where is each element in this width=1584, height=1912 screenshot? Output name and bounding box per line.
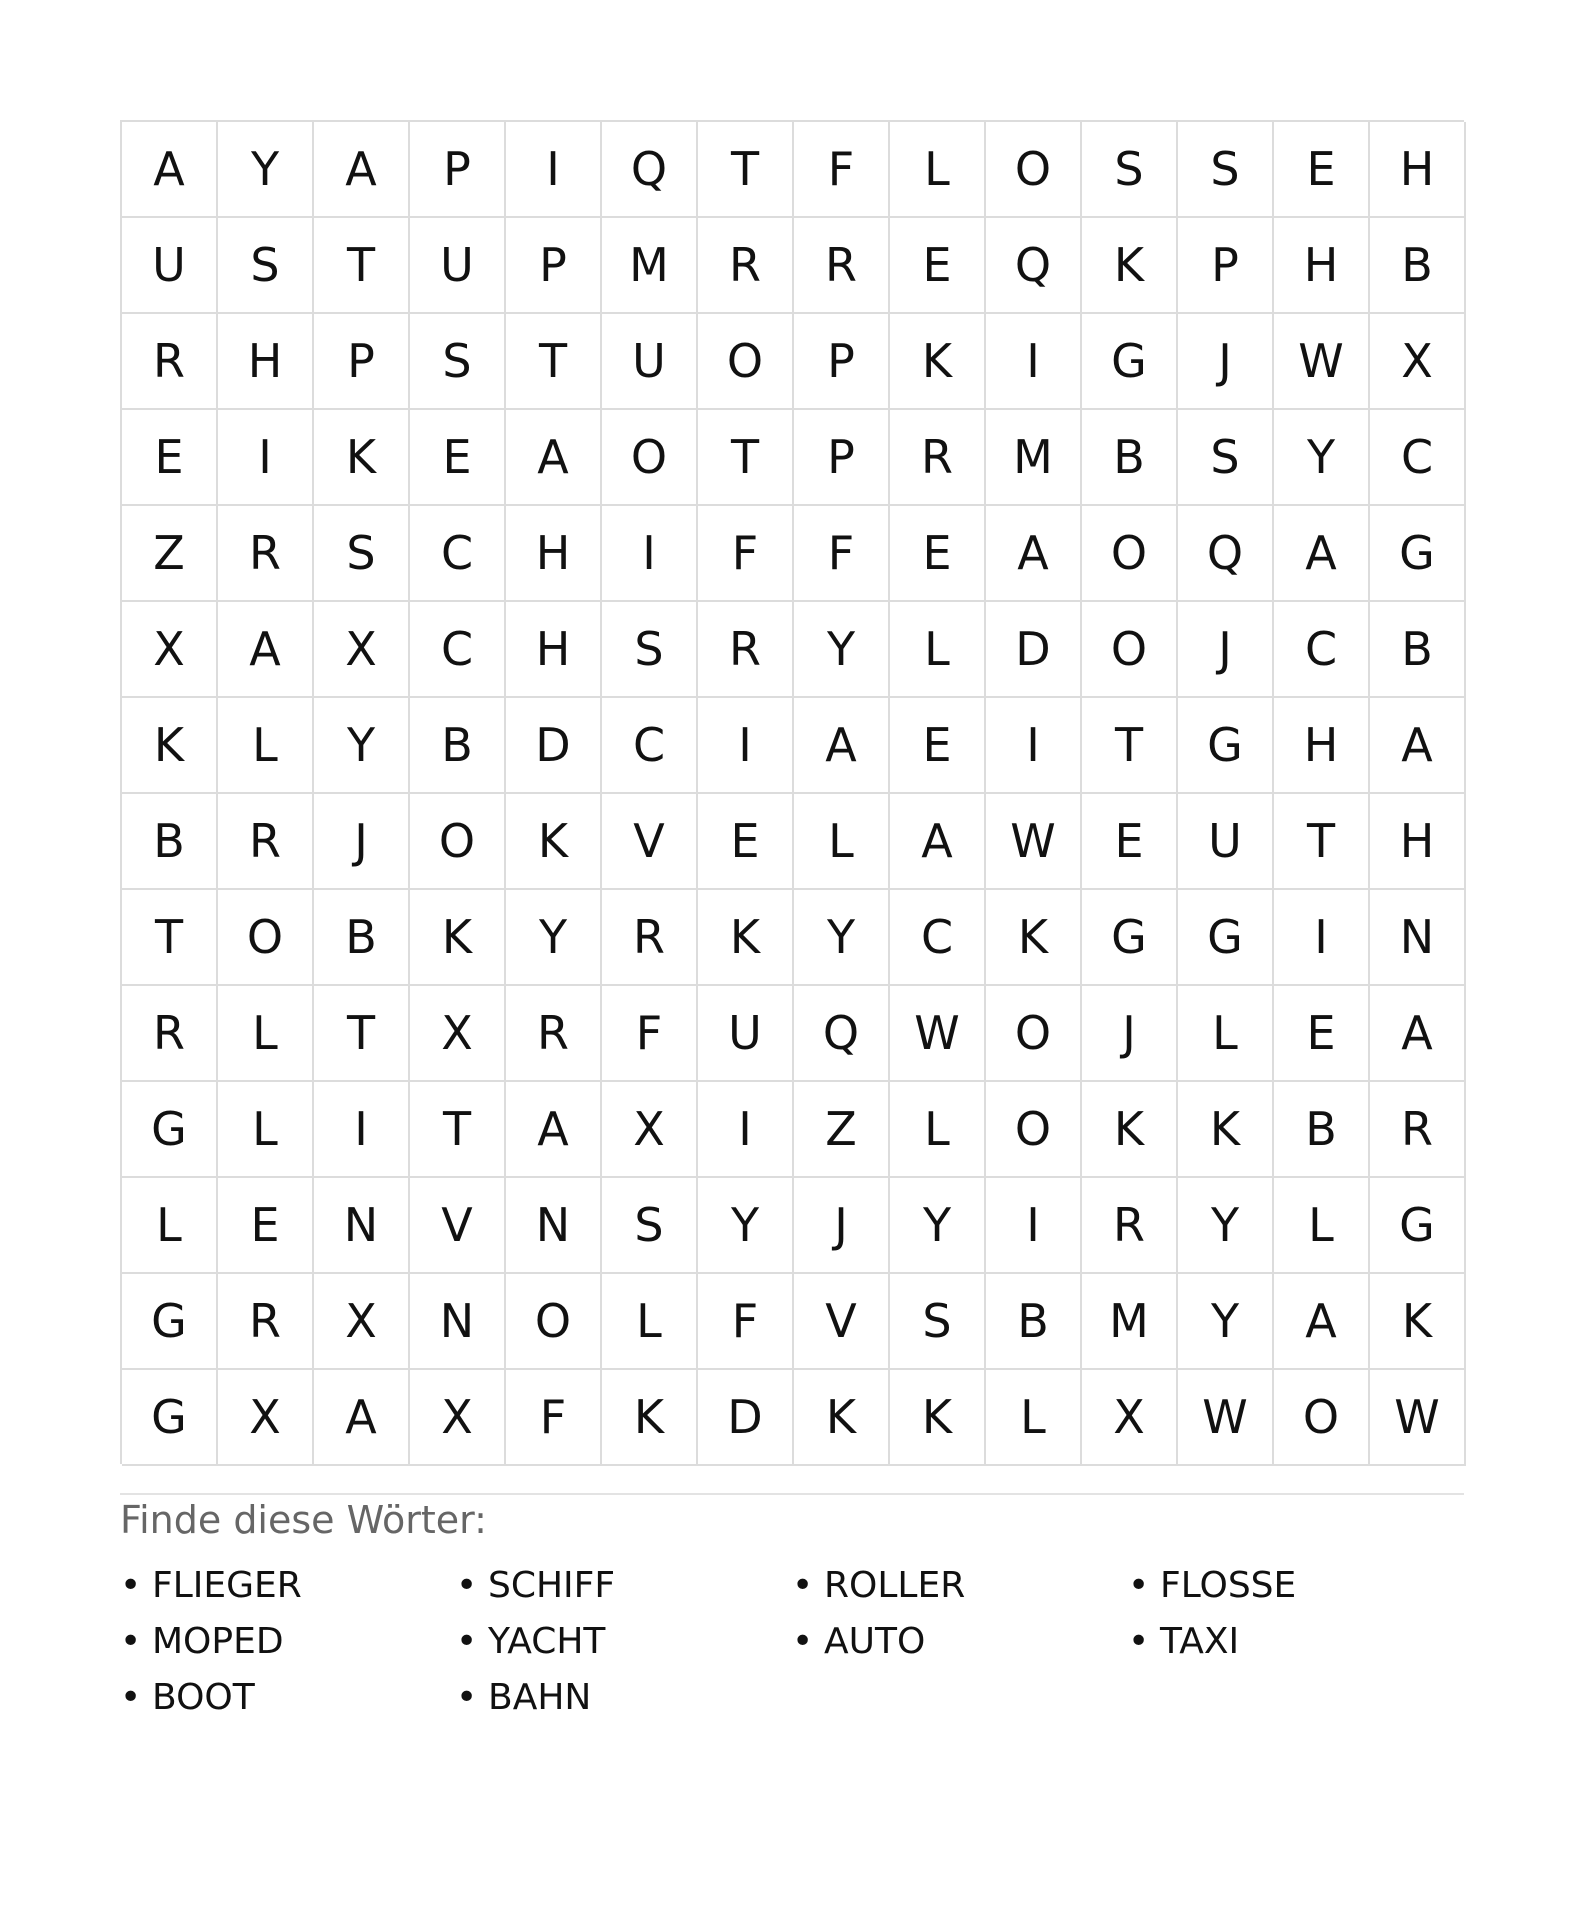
grid-cell[interactable]: A [218, 602, 314, 698]
grid-cell[interactable]: X [122, 602, 218, 698]
grid-cell[interactable]: I [698, 1082, 794, 1178]
grid-cell[interactable]: Y [1274, 410, 1370, 506]
grid-cell[interactable]: F [506, 1370, 602, 1466]
grid-cell[interactable]: Y [218, 122, 314, 218]
grid-cell[interactable]: A [1370, 698, 1466, 794]
grid-cell[interactable]: L [218, 698, 314, 794]
grid-cell[interactable]: O [506, 1274, 602, 1370]
grid-cell[interactable]: E [1274, 986, 1370, 1082]
grid-cell[interactable]: C [1370, 410, 1466, 506]
bullet-icon: • [456, 1621, 478, 1662]
grid-cell[interactable]: C [890, 890, 986, 986]
grid-cell[interactable]: N [1370, 890, 1466, 986]
word-list [120, 1558, 1464, 1726]
grid-cell[interactable]: J [314, 794, 410, 890]
word-list-item [1128, 1614, 1464, 1670]
word-list-item [456, 1670, 792, 1726]
grid-cell[interactable]: A [122, 122, 218, 218]
grid-cell[interactable]: L [986, 1370, 1082, 1466]
grid-cell[interactable]: Q [1178, 506, 1274, 602]
grid-cell[interactable]: P [794, 314, 890, 410]
grid-cell[interactable]: J [794, 1178, 890, 1274]
grid-cell[interactable]: B [1082, 410, 1178, 506]
grid-cell[interactable]: X [314, 1274, 410, 1370]
grid-cell[interactable]: T [314, 218, 410, 314]
grid-cell[interactable]: B [410, 698, 506, 794]
word-label: YACHT [488, 1621, 606, 1662]
grid-cell[interactable]: E [1274, 122, 1370, 218]
grid-cell[interactable]: R [602, 890, 698, 986]
grid-cell[interactable]: T [1274, 794, 1370, 890]
grid-cell[interactable]: T [506, 314, 602, 410]
grid-cell[interactable]: S [1082, 122, 1178, 218]
bullet-icon: • [1128, 1565, 1150, 1606]
word-list-item [792, 1614, 1128, 1670]
grid-cell[interactable]: L [890, 122, 986, 218]
grid-cell[interactable]: H [506, 506, 602, 602]
grid-cell[interactable]: I [986, 698, 1082, 794]
grid-cell[interactable]: E [410, 410, 506, 506]
grid-cell[interactable]: R [218, 794, 314, 890]
word-label: SCHIFF [488, 1565, 616, 1606]
grid-cell[interactable]: L [602, 1274, 698, 1370]
grid-cell[interactable]: R [122, 314, 218, 410]
grid-cell[interactable]: U [602, 314, 698, 410]
grid-cell[interactable]: G [1082, 890, 1178, 986]
grid-cell[interactable]: X [410, 986, 506, 1082]
grid-cell[interactable]: V [410, 1178, 506, 1274]
grid-cell[interactable]: K [1082, 218, 1178, 314]
word-list-item [456, 1558, 792, 1614]
grid-cell[interactable]: E [890, 698, 986, 794]
grid-cell[interactable]: K [986, 890, 1082, 986]
grid-cell[interactable]: J [1178, 602, 1274, 698]
grid-cell[interactable]: A [1274, 1274, 1370, 1370]
word-label: TAXI [1160, 1621, 1240, 1662]
grid-cell[interactable]: I [986, 314, 1082, 410]
grid-cell[interactable]: T [698, 122, 794, 218]
word-label: BAHN [488, 1677, 592, 1718]
word-label: ROLLER [824, 1565, 966, 1606]
grid-cell[interactable]: K [506, 794, 602, 890]
grid-cell[interactable]: O [1274, 1370, 1370, 1466]
grid-cell[interactable]: S [602, 1178, 698, 1274]
grid-cell[interactable]: F [794, 506, 890, 602]
word-list-item [1128, 1558, 1464, 1614]
grid-cell[interactable]: Y [506, 890, 602, 986]
grid-cell[interactable]: M [986, 410, 1082, 506]
grid-cell[interactable]: W [1178, 1370, 1274, 1466]
grid-cell[interactable]: C [410, 506, 506, 602]
grid-cell[interactable]: G [1178, 890, 1274, 986]
grid-cell[interactable]: H [218, 314, 314, 410]
grid-cell[interactable]: S [314, 506, 410, 602]
grid-cell[interactable]: P [794, 410, 890, 506]
grid-cell[interactable]: X [1370, 314, 1466, 410]
bullet-icon: • [1128, 1621, 1150, 1662]
grid-cell[interactable]: Q [602, 122, 698, 218]
grid-cell[interactable]: A [314, 1370, 410, 1466]
grid-cell[interactable]: S [218, 218, 314, 314]
grid-cell[interactable]: K [602, 1370, 698, 1466]
grid-cell[interactable]: R [1370, 1082, 1466, 1178]
grid-cell[interactable]: C [1274, 602, 1370, 698]
grid-cell[interactable]: T [122, 890, 218, 986]
grid-cell[interactable]: F [698, 1274, 794, 1370]
grid-cell[interactable]: W [1370, 1370, 1466, 1466]
grid-cell[interactable]: Y [794, 890, 890, 986]
grid-cell[interactable]: I [986, 1178, 1082, 1274]
grid-cell[interactable]: O [986, 1082, 1082, 1178]
grid-cell[interactable]: D [986, 602, 1082, 698]
grid-cell[interactable]: R [218, 506, 314, 602]
grid-cell[interactable]: U [410, 218, 506, 314]
grid-cell[interactable]: F [602, 986, 698, 1082]
grid-cell[interactable]: Y [1178, 1274, 1274, 1370]
grid-cell[interactable]: X [410, 1370, 506, 1466]
bullet-icon: • [120, 1677, 142, 1718]
grid-cell[interactable]: E [698, 794, 794, 890]
divider [120, 1493, 1464, 1495]
grid-cell[interactable]: V [602, 794, 698, 890]
grid-cell[interactable]: G [1370, 506, 1466, 602]
grid-cell[interactable]: S [1178, 410, 1274, 506]
grid-cell[interactable]: A [986, 506, 1082, 602]
grid-cell[interactable]: U [698, 986, 794, 1082]
grid-cell[interactable]: S [410, 314, 506, 410]
word-list-item [120, 1558, 456, 1614]
grid-cell[interactable]: L [1178, 986, 1274, 1082]
grid-cell[interactable]: H [506, 602, 602, 698]
bullet-icon: • [792, 1621, 814, 1662]
grid-cell[interactable]: M [602, 218, 698, 314]
grid-cell[interactable]: S [1178, 122, 1274, 218]
word-list-item [120, 1614, 456, 1670]
grid-cell[interactable]: Y [890, 1178, 986, 1274]
grid-cell[interactable]: K [314, 410, 410, 506]
grid-cell[interactable]: A [794, 698, 890, 794]
grid-cell[interactable]: O [698, 314, 794, 410]
grid-cell[interactable]: T [410, 1082, 506, 1178]
grid-cell[interactable]: K [794, 1370, 890, 1466]
grid-cell[interactable]: A [890, 794, 986, 890]
grid-cell[interactable]: Y [794, 602, 890, 698]
bullet-icon: • [120, 1565, 142, 1606]
grid-cell[interactable]: P [1178, 218, 1274, 314]
grid-cell[interactable]: S [890, 1274, 986, 1370]
grid-cell[interactable]: R [1082, 1178, 1178, 1274]
bullet-icon: • [792, 1565, 814, 1606]
grid-cell[interactable]: H [1370, 122, 1466, 218]
grid-cell[interactable]: O [410, 794, 506, 890]
grid-cell[interactable]: N [506, 1178, 602, 1274]
grid-cell[interactable]: A [314, 122, 410, 218]
grid-cell[interactable]: W [1274, 314, 1370, 410]
grid-cell[interactable]: P [314, 314, 410, 410]
grid-cell[interactable]: N [410, 1274, 506, 1370]
grid-cell[interactable]: K [698, 890, 794, 986]
grid-cell[interactable]: K [1370, 1274, 1466, 1370]
grid-cell[interactable]: K [890, 1370, 986, 1466]
grid-cell[interactable]: L [122, 1178, 218, 1274]
grid-cell[interactable]: R [122, 986, 218, 1082]
grid-cell[interactable]: A [506, 410, 602, 506]
bullet-icon: • [120, 1621, 142, 1662]
grid-cell[interactable]: V [794, 1274, 890, 1370]
grid-cell[interactable]: Y [698, 1178, 794, 1274]
grid-cell[interactable]: H [1370, 794, 1466, 890]
grid-cell[interactable]: I [314, 1082, 410, 1178]
grid-cell[interactable]: D [698, 1370, 794, 1466]
grid-cell[interactable]: O [602, 410, 698, 506]
grid-cell[interactable]: G [1370, 1178, 1466, 1274]
grid-cell[interactable]: M [1082, 1274, 1178, 1370]
grid-cell[interactable]: J [1178, 314, 1274, 410]
word-label: BOOT [152, 1677, 255, 1718]
grid-cell[interactable]: E [890, 218, 986, 314]
grid-cell[interactable]: Z [122, 506, 218, 602]
word-list-item [456, 1614, 792, 1670]
word-label: AUTO [824, 1621, 926, 1662]
grid-cell[interactable]: O [986, 122, 1082, 218]
grid-cell[interactable]: E [890, 506, 986, 602]
grid-cell[interactable]: L [1274, 1178, 1370, 1274]
grid-cell[interactable]: L [218, 986, 314, 1082]
grid-cell[interactable]: R [698, 602, 794, 698]
grid-cell[interactable]: H [1274, 218, 1370, 314]
grid-cell[interactable]: T [698, 410, 794, 506]
grid-cell[interactable]: L [890, 1082, 986, 1178]
letter-grid [120, 120, 1464, 1464]
grid-cell[interactable]: I [602, 506, 698, 602]
grid-cell[interactable]: R [890, 410, 986, 506]
grid-cell[interactable]: B [1274, 1082, 1370, 1178]
grid-cell[interactable]: K [1178, 1082, 1274, 1178]
grid-cell[interactable]: R [794, 218, 890, 314]
grid-cell[interactable]: E [218, 1178, 314, 1274]
grid-cell[interactable]: I [1274, 890, 1370, 986]
bullet-icon: • [456, 1565, 478, 1606]
grid-cell[interactable]: Y [314, 698, 410, 794]
grid-cell[interactable]: G [122, 1370, 218, 1466]
grid-cell[interactable]: K [890, 314, 986, 410]
word-list-item [120, 1670, 456, 1726]
grid-cell[interactable]: L [218, 1082, 314, 1178]
grid-cell[interactable]: A [1370, 986, 1466, 1082]
grid-cell[interactable]: G [122, 1274, 218, 1370]
grid-cell[interactable]: B [1370, 602, 1466, 698]
grid-cell[interactable]: F [698, 506, 794, 602]
grid-cell[interactable]: C [602, 698, 698, 794]
grid-cell[interactable]: B [1370, 218, 1466, 314]
grid-cell[interactable]: A [506, 1082, 602, 1178]
grid-cell[interactable]: E [122, 410, 218, 506]
grid-cell[interactable]: L [890, 602, 986, 698]
grid-cell[interactable]: B [986, 1274, 1082, 1370]
grid-cell[interactable]: Q [986, 218, 1082, 314]
grid-cell[interactable]: X [602, 1082, 698, 1178]
grid-cell[interactable]: U [1178, 794, 1274, 890]
grid-cell[interactable]: I [506, 122, 602, 218]
grid-cell[interactable]: I [698, 698, 794, 794]
grid-cell[interactable]: Q [794, 986, 890, 1082]
word-list-heading: Finde diese Wörter: [120, 1498, 487, 1542]
grid-cell[interactable]: B [314, 890, 410, 986]
grid-cell[interactable]: P [410, 122, 506, 218]
grid-cell[interactable]: E [1082, 794, 1178, 890]
grid-cell[interactable]: R [218, 1274, 314, 1370]
grid-cell[interactable]: T [314, 986, 410, 1082]
grid-cell[interactable]: S [602, 602, 698, 698]
grid-cell[interactable]: O [1082, 506, 1178, 602]
word-label: FLIEGER [152, 1565, 302, 1606]
grid-cell[interactable]: O [218, 890, 314, 986]
grid-cell[interactable]: P [506, 218, 602, 314]
word-label: MOPED [152, 1621, 284, 1662]
grid-cell[interactable]: A [1274, 506, 1370, 602]
grid-cell[interactable]: W [890, 986, 986, 1082]
grid-cell[interactable]: Z [794, 1082, 890, 1178]
word-list-item [792, 1558, 1128, 1614]
bullet-icon: • [456, 1677, 478, 1718]
word-label: FLOSSE [1160, 1565, 1297, 1606]
grid-cell[interactable]: C [410, 602, 506, 698]
grid-cell[interactable]: X [1082, 1370, 1178, 1466]
grid-cell[interactable]: L [794, 794, 890, 890]
grid-cell[interactable]: G [1178, 698, 1274, 794]
grid-cell[interactable]: T [1082, 698, 1178, 794]
grid-cell[interactable]: R [698, 218, 794, 314]
grid-cell[interactable]: K [1082, 1082, 1178, 1178]
grid-cell[interactable]: R [506, 986, 602, 1082]
grid-cell[interactable]: H [1274, 698, 1370, 794]
grid-cell[interactable]: J [1082, 986, 1178, 1082]
grid-cell[interactable]: D [506, 698, 602, 794]
grid-cell[interactable]: G [1082, 314, 1178, 410]
grid-cell[interactable]: B [122, 794, 218, 890]
grid-cell[interactable]: Y [1178, 1178, 1274, 1274]
grid-cell[interactable]: U [122, 218, 218, 314]
grid-cell[interactable]: O [1082, 602, 1178, 698]
grid-cell[interactable]: G [122, 1082, 218, 1178]
grid-cell[interactable]: K [410, 890, 506, 986]
grid-cell[interactable]: X [314, 602, 410, 698]
grid-cell[interactable]: N [314, 1178, 410, 1274]
grid-cell[interactable]: X [218, 1370, 314, 1466]
grid-cell[interactable]: F [794, 122, 890, 218]
grid-cell[interactable]: O [986, 986, 1082, 1082]
grid-cell[interactable]: W [986, 794, 1082, 890]
grid-cell[interactable]: I [218, 410, 314, 506]
grid-cell[interactable]: K [122, 698, 218, 794]
